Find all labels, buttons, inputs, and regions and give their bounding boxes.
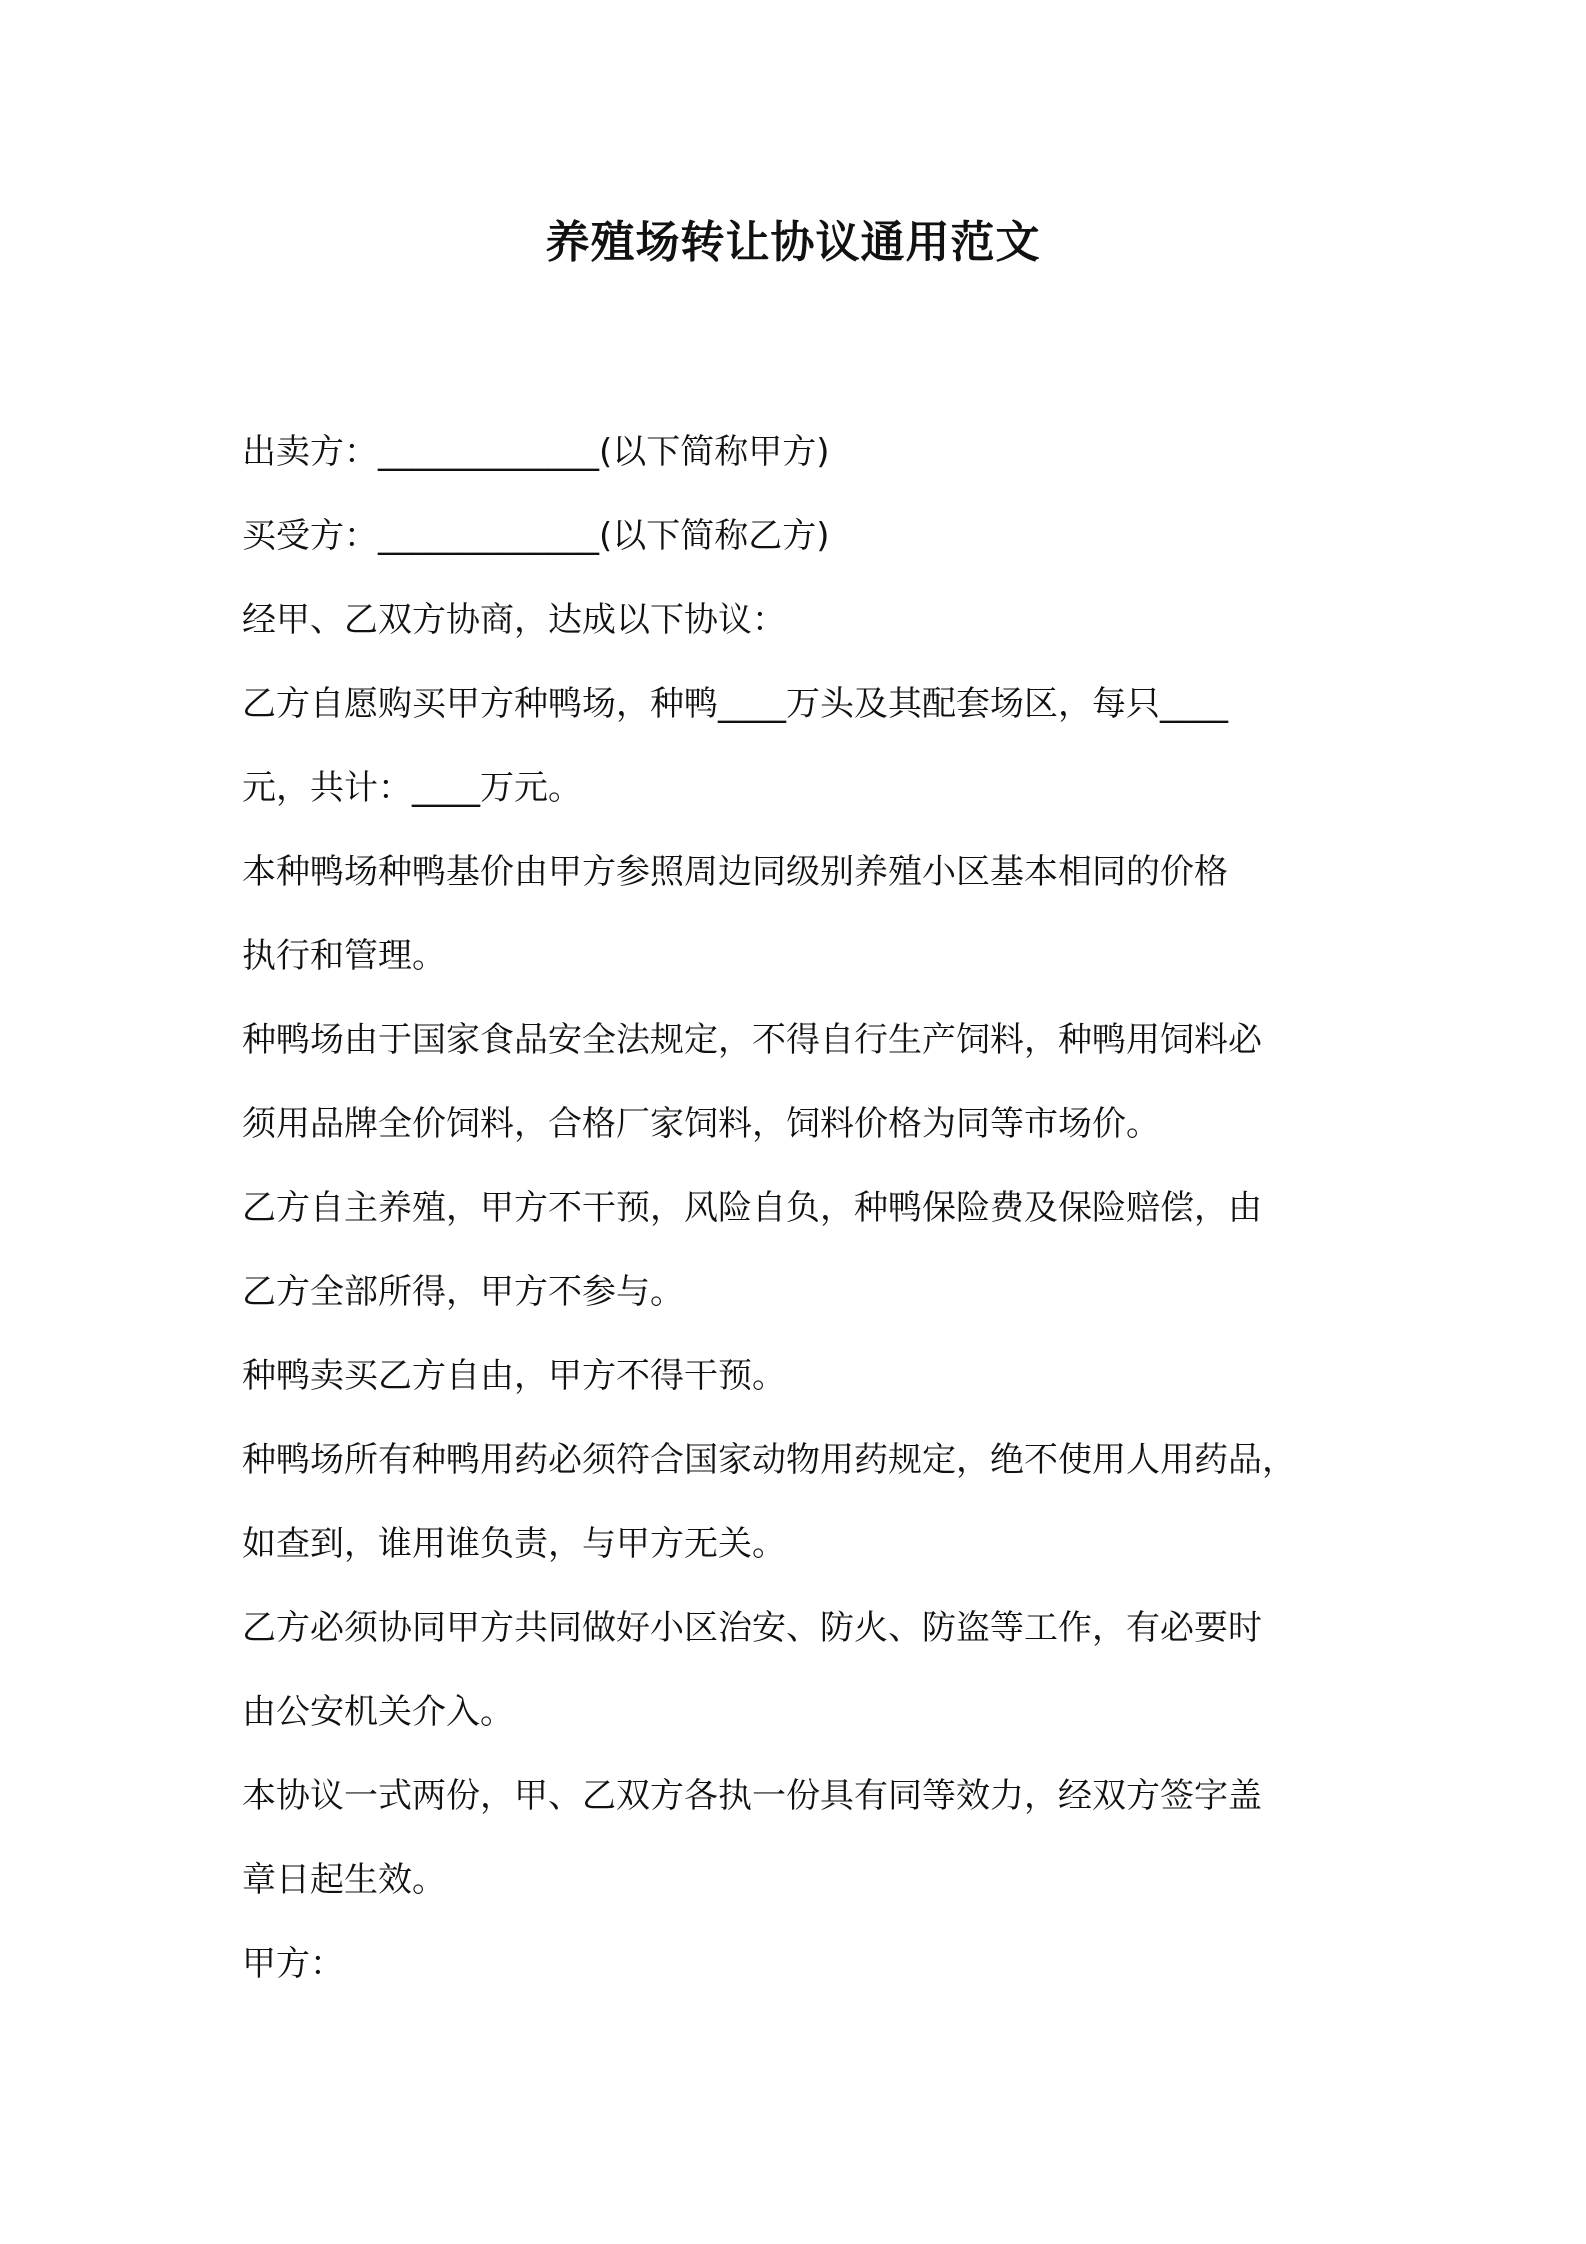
clause-copies-line-1: 本协议一式两份，甲、乙双方各执一份具有同等效力，经双方签字盖 [242,1776,1262,1816]
clause-medicine-line-2: 如查到，谁用谁负责，与甲方无关。 [242,1524,786,1564]
buyer-line: 买受方：_____________(以下简称乙方) [242,516,830,556]
clause-trade-line: 种鸭卖买乙方自由，甲方不得干预。 [242,1356,786,1396]
party-a-signature-label: 甲方： [242,1944,344,1984]
agreement-intro-line: 经甲、乙双方协商，达成以下协议： [242,600,786,640]
clause-copies-line-2: 章日起生效。 [242,1860,446,1900]
seller-line: 出卖方：_____________(以下简称甲方) [242,432,830,472]
clause-purchase-line-1: 乙方自愿购买甲方种鸭场，种鸭____万头及其配套场区，每只____ [242,684,1228,724]
clause-independent-line-1: 乙方自主养殖，甲方不干预，风险自负，种鸭保险费及保险赔偿，由 [242,1188,1262,1228]
clause-medicine-line-1: 种鸭场所有种鸭用药必须符合国家动物用药规定，绝不使用人用药品， [242,1440,1296,1480]
clause-feed-line-1: 种鸭场由于国家食品安全法规定，不得自行生产饲料，种鸭用饲料必 [242,1020,1262,1060]
document-title: 养殖场转让协议通用范文 [545,217,1041,268]
clause-security-line-1: 乙方必须协同甲方共同做好小区治安、防火、防盗等工作，有必要时 [242,1608,1262,1648]
clause-security-line-2: 由公安机关介入。 [242,1692,514,1732]
clause-independent-line-2: 乙方全部所得，甲方不参与。 [242,1272,684,1312]
clause-purchase-line-2: 元，共计：____万元。 [242,768,582,808]
clause-feed-line-2: 须用品牌全价饲料，合格厂家饲料，饲料价格为同等市场价。 [242,1104,1160,1144]
document-body [242,410,1382,2006]
clause-price-line-1: 本种鸭场种鸭基价由甲方参照周边同级别养殖小区基本相同的价格 [242,852,1228,892]
clause-price-line-2: 执行和管理。 [242,936,446,976]
